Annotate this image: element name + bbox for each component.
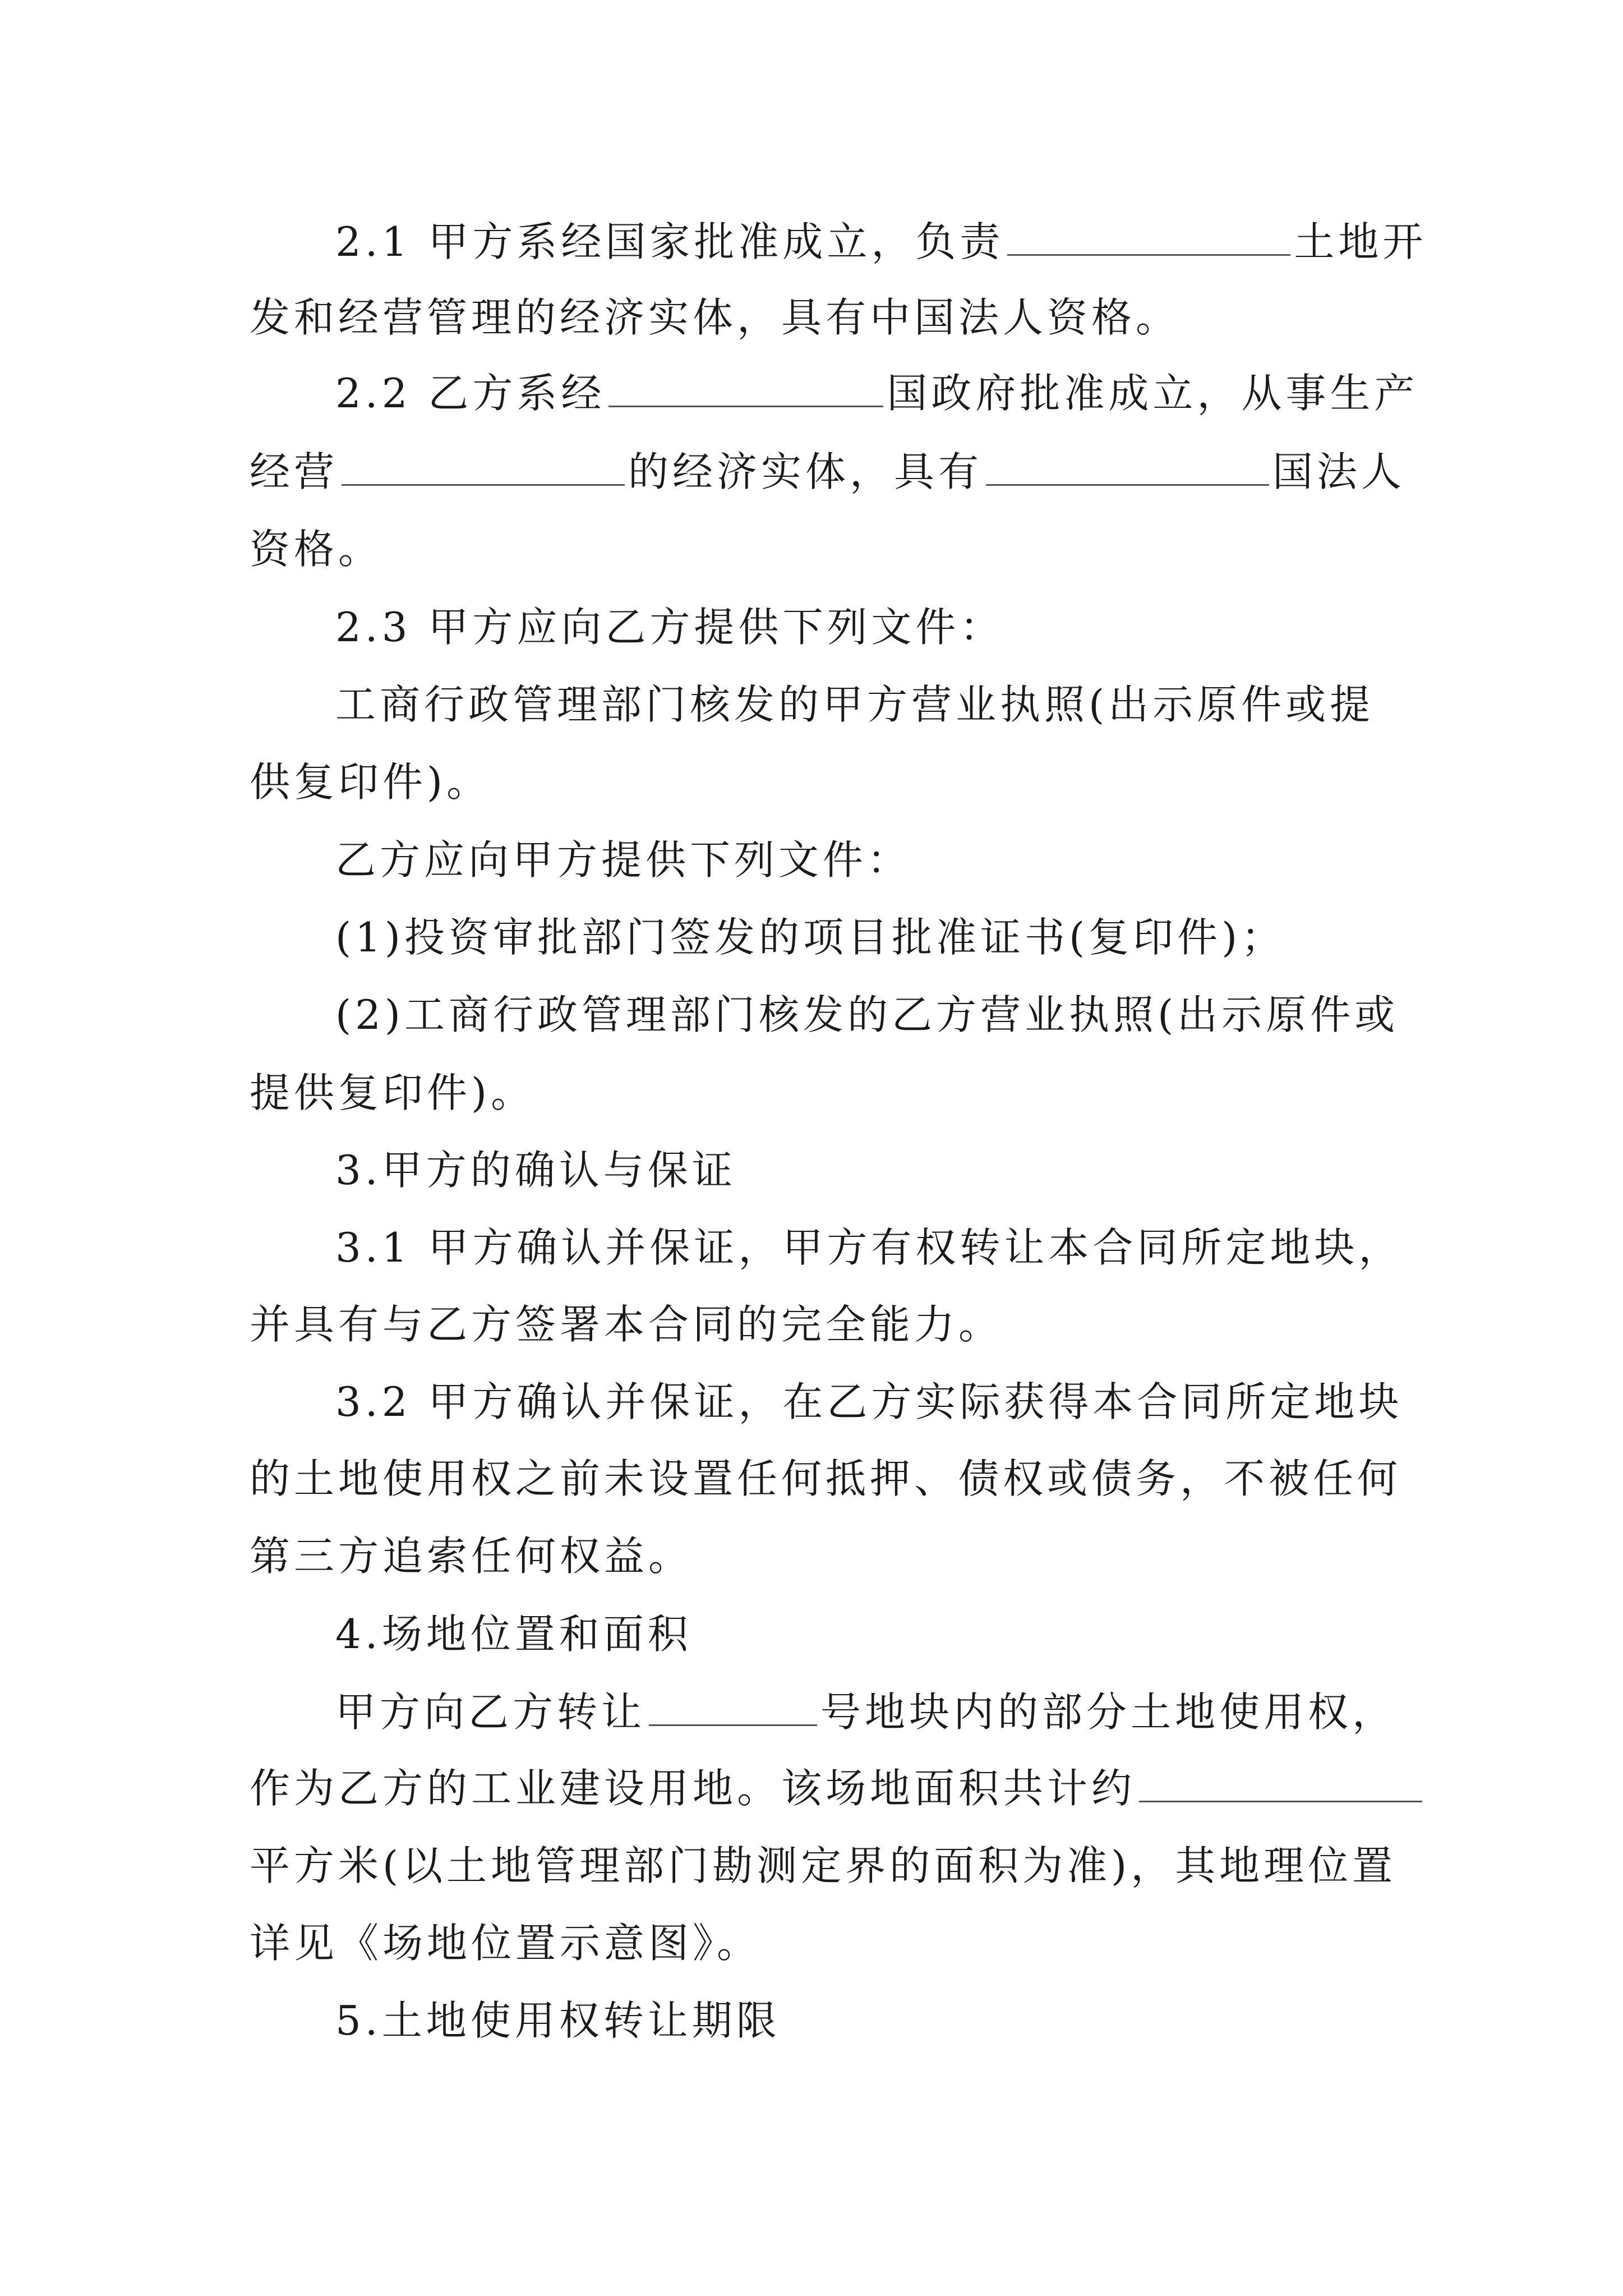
clause-2-3-line-1: 2.3 甲方应向乙方提供下列文件： <box>335 604 1004 651</box>
section-4-text-c: 作为乙方的工业建设用地。该场地面积共计约 <box>250 1765 1136 1812</box>
blank-field-business-scope[interactable] <box>342 483 625 486</box>
item-2-line-1: (2)工商行政管理部门核发的乙方营业执照(出示原件或 <box>335 991 1399 1038</box>
clause-2-2-text-c: 经营 <box>250 448 339 495</box>
item-2-line-2: 提供复印件)。 <box>250 1069 536 1116</box>
blank-field-country[interactable] <box>608 404 883 407</box>
section-4-text-a: 甲方向乙方转让 <box>335 1688 646 1736</box>
section-4-text-b: 号地块内的部分土地使用权， <box>820 1688 1397 1736</box>
clause-2-1-text-b: 土地开 <box>1294 218 1427 265</box>
clause-2-1-line-2: 发和经营管理的经济实体，具有中国法人资格。 <box>250 294 1181 341</box>
section-4-heading: 4.场地位置和面积 <box>335 1611 692 1658</box>
section-5-heading: 5.土地使用权转让期限 <box>335 1997 781 2044</box>
clause-3-1-line-2: 并具有与乙方签署本合同的完全能力。 <box>250 1301 1003 1348</box>
clause-2-2-text-d: 的经济实体，具有 <box>628 448 983 495</box>
clause-2-1-text-a: 2.1 甲方系经国家批准成立，负责 <box>335 218 1004 265</box>
blank-field-parcel-number[interactable] <box>649 1723 817 1726</box>
section-4-line-4: 详见《场地位置示意图》。 <box>250 1920 762 1967</box>
blank-field-legal-nationality[interactable] <box>986 483 1269 486</box>
clause-2-2-line-2 <box>250 448 1406 495</box>
clause-3-2-line-1: 3.2 甲方确认并保证，在乙方实际获得本合同所定地块 <box>335 1378 1403 1425</box>
clause-3-1-line-1: 3.1 甲方确认并保证，甲方有权转让本合同所定地块， <box>335 1224 1403 1271</box>
section-4-line-1 <box>335 1688 1397 1736</box>
jia-documents-line-1: 工商行政管理部门核发的甲方营业执照(出示原件或提 <box>335 681 1375 728</box>
section-4-line-2 <box>250 1765 1426 1812</box>
section-3-heading: 3.甲方的确认与保证 <box>335 1147 736 1194</box>
clause-2-2-text-e: 国法人 <box>1272 448 1406 495</box>
yi-documents-line-1: 乙方应向甲方提供下列文件： <box>335 836 912 884</box>
clause-2-2-text-b: 国政府批准成立，从事生产 <box>887 370 1419 417</box>
section-4-line-3: 平方米(以土地管理部门勘测定界的面积为准)，其地理位置 <box>250 1842 1397 1889</box>
clause-2-1-line-1 <box>335 218 1427 265</box>
jia-documents-line-2: 供复印件)。 <box>250 758 491 806</box>
blank-field-area[interactable] <box>1139 1800 1422 1802</box>
item-1-line-1: (1)投资审批部门签发的项目批准证书(复印件)； <box>335 914 1286 961</box>
clause-2-2-text-a: 2.2 乙方系经 <box>335 370 606 417</box>
clause-3-2-line-3: 第三方追索任何权益。 <box>250 1533 693 1580</box>
clause-2-2-line-3: 资格。 <box>250 526 383 573</box>
blank-field-development-area[interactable] <box>1007 253 1290 256</box>
clause-2-2-line-1 <box>335 370 1419 417</box>
clause-3-2-line-2: 的土地使用权之前未设置任何抵押、债权或债务，不被任何 <box>250 1455 1402 1502</box>
